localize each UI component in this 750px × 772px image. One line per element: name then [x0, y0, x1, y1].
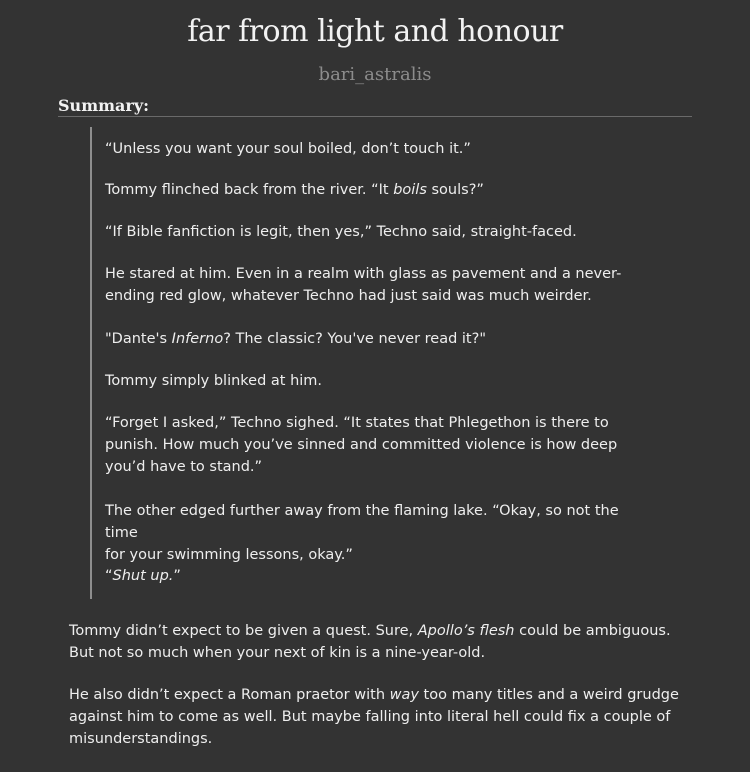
quote-paragraph: "Dante's Inferno? The classic? You've never read it?": [105, 331, 486, 347]
author-byline: [0, 64, 750, 85]
summary-paragraph: He also didn’t expect a Roman praetor with way too many titles and a weird grudge against him to come as well. But maybe falling into literal hell could fix a couple of misunderstandings.: [69, 687, 679, 747]
summary-paragraph: Tommy didn’t expect to be given a quest. Sure, Apollo’s flesh could be ambiguous. But not so much when your next of kin is a nine-year-old.: [69, 623, 671, 661]
quote-paragraph: He stared at him. Even in a realm with glass as pavement and a never- ending red glow, whatever Techno had just said was much weirder.: [105, 266, 622, 304]
summary-blockquote: [90, 127, 632, 599]
work-title: far from light and honour: [187, 14, 563, 49]
quote-paragraph: “Forget I asked,” Techno sighed. “It states that Phlegethon is there to punish. How much you’ve sinned and committed violence is how deep you’d have to stand.”: [105, 415, 618, 475]
quote-paragraph: “Unless you want your soul boiled, don’t touch it.”: [105, 141, 471, 157]
quote-paragraph: The other edged further away from the flaming lake. “Okay, so not the time for your swimming lessons, okay.”: [105, 503, 619, 563]
quote-paragraph: Tommy simply blinked at him.: [105, 373, 323, 389]
quote-paragraph: Tommy flinched back from the river. “It boils souls?”: [105, 182, 484, 198]
summary-heading: Summary:: [58, 96, 692, 117]
quote-paragraph: “Shut up.”: [105, 568, 181, 584]
author-link[interactable]: bari_astralis: [318, 64, 432, 85]
quote-paragraph: “If Bible fanfiction is legit, then yes,” Techno said, straight-faced.: [105, 224, 577, 240]
